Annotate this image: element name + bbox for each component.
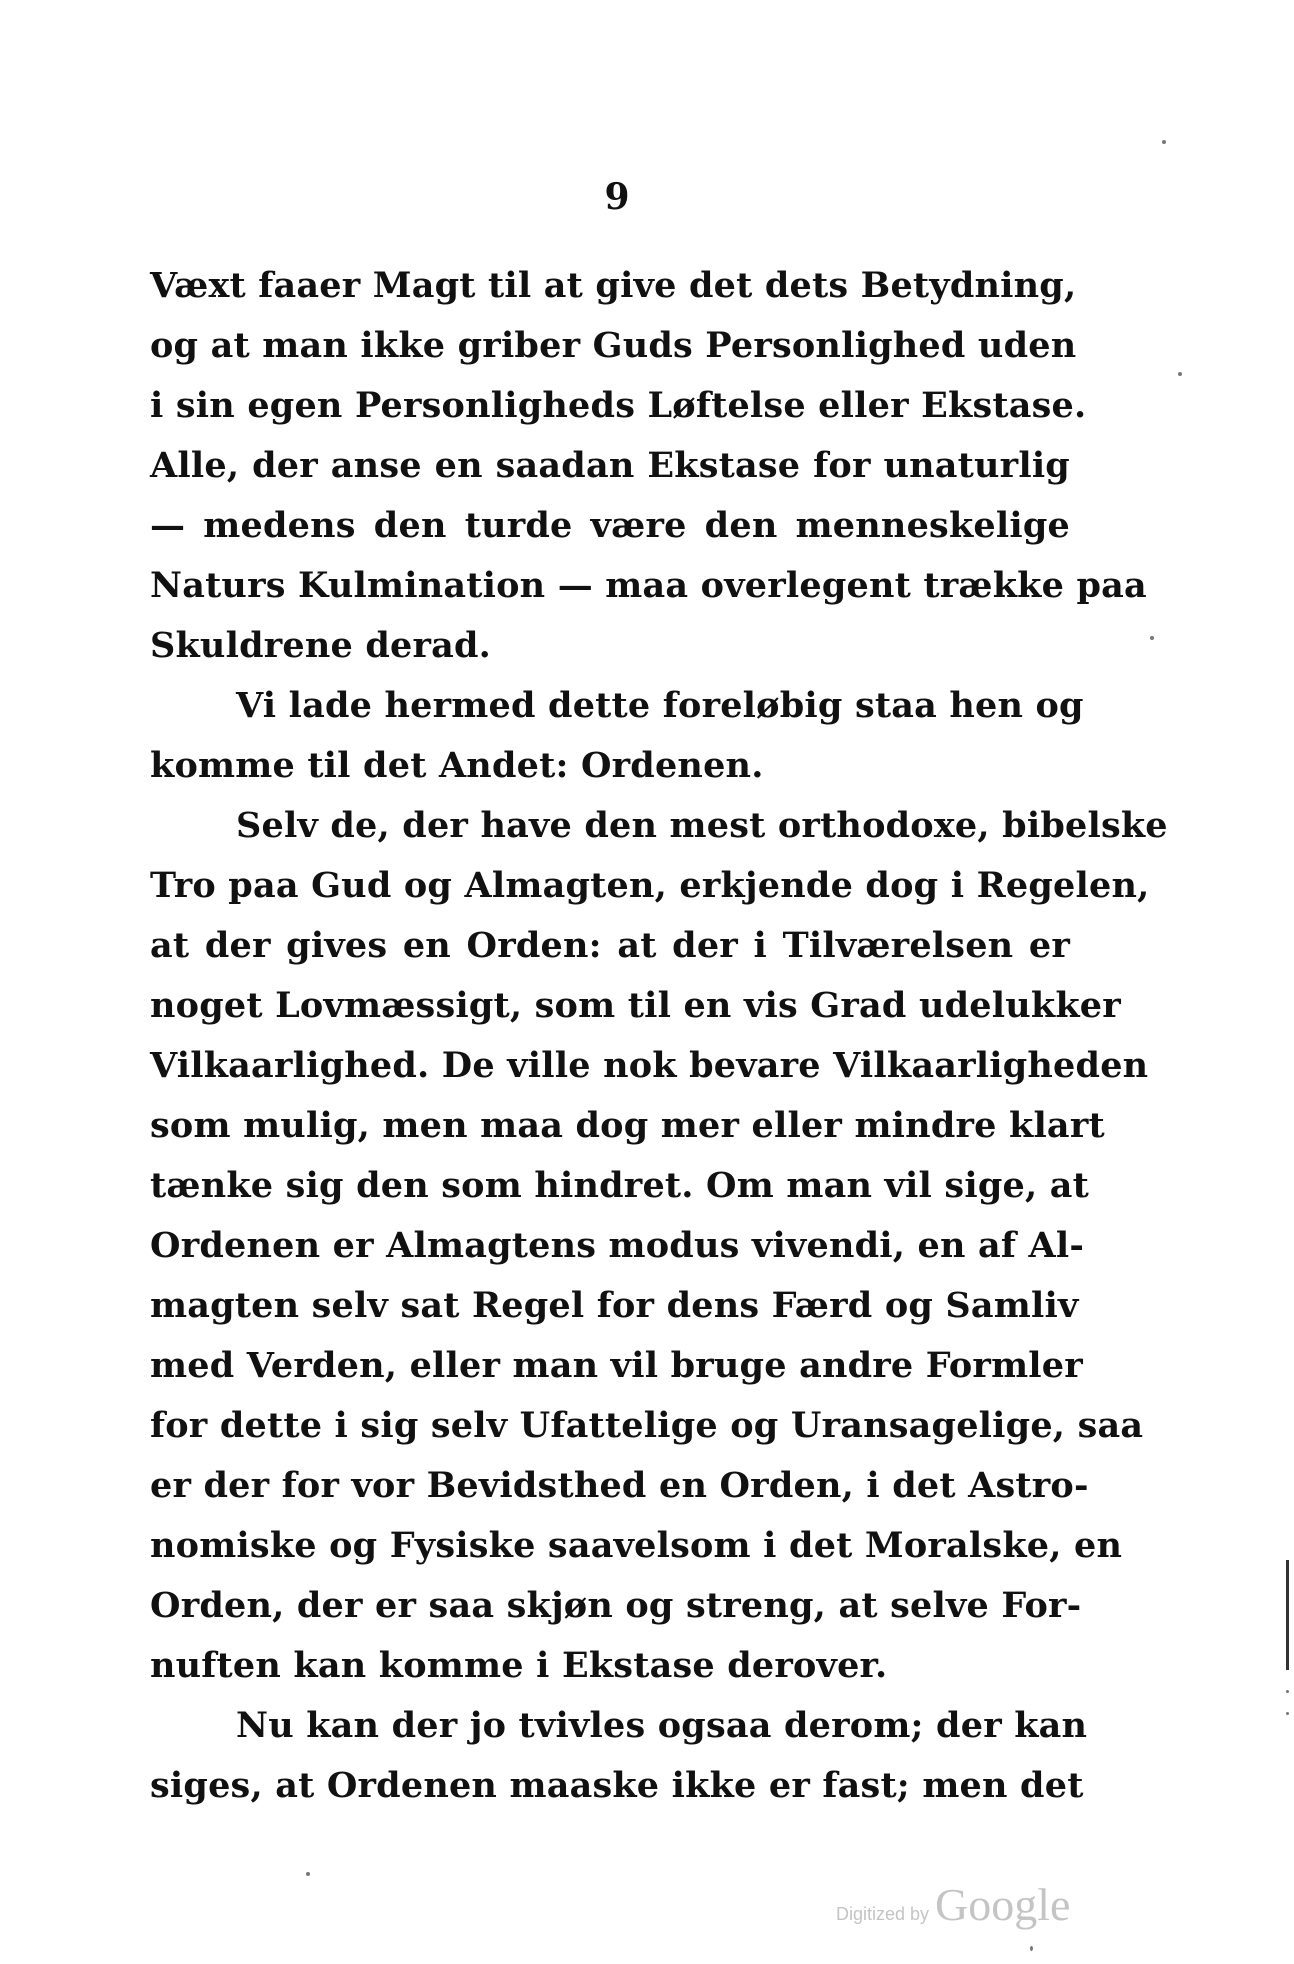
text-line: Væxt faaer Magt til at give det dets Betydning,: [150, 265, 1077, 306]
scan-speck: [1150, 636, 1154, 640]
text-line: Orden, der er saa skjøn og streng, at selve For-: [150, 1585, 1082, 1626]
text-line: er der for vor Bevidsthed en Orden, i det Astro-: [150, 1465, 1089, 1506]
scan-speck: [1286, 1690, 1289, 1693]
text-line: og at man ikke griber Guds Personlighed uden: [150, 325, 1077, 366]
text-line: Selv de, der have den mest orthodoxe, bibelske: [236, 805, 1168, 846]
text-line: Nu kan der jo tvivles ogsaa derom; der kan: [236, 1705, 1088, 1746]
digitized-by-google-watermark: [836, 1878, 1070, 1931]
text-line: komme til det Andet: Ordenen.: [150, 745, 764, 786]
text-line: — medens den turde være den menneskelige: [150, 505, 1070, 546]
scan-speck: [1286, 1712, 1289, 1715]
scan-speck: [1178, 372, 1182, 376]
body-text: [150, 256, 1168, 1816]
text-line: Skuldrene derad.: [150, 625, 492, 666]
text-line: nuften kan komme i Ekstase derover.: [150, 1645, 888, 1686]
text-line: noget Lovmæssigt, som til en vis Grad udelukker: [150, 985, 1121, 1026]
text-line: med Verden, eller man vil bruge andre Formler: [150, 1345, 1083, 1386]
text-line: tænke sig den som hindret. Om man vil sige, at: [150, 1165, 1089, 1206]
text-line: for dette i sig selv Ufattelige og Uransagelige, saa: [150, 1405, 1144, 1446]
text-line: Naturs Kulmination — maa overlegent trække paa: [150, 565, 1147, 606]
scan-speck: [1162, 140, 1166, 144]
text-line: i sin egen Personligheds Løftelse eller Ekstase.: [150, 385, 1087, 426]
text-line: Vilkaarlighed. De ville nok bevare Vilkaarligheden: [150, 1045, 1149, 1086]
page-number: 9: [604, 176, 630, 218]
page-edge-mark: [1286, 1560, 1289, 1670]
watermark-prefix: Digitized by: [836, 1904, 930, 1924]
text-line: at der gives en Orden: at der i Tilværelsen er: [150, 925, 1070, 966]
watermark-brand: Google: [935, 1879, 1071, 1930]
text-line: magten selv sat Regel for dens Færd og Samliv: [150, 1285, 1079, 1326]
text-line: siges, at Ordenen maaske ikke er fast; men det: [150, 1765, 1084, 1806]
scan-speck: [1030, 1946, 1033, 1951]
text-line: Alle, der anse en saadan Ekstase for unaturlig: [150, 445, 1070, 486]
scan-speck: [306, 1872, 310, 1876]
text-line: som mulig, men maa dog mer eller mindre klart: [150, 1105, 1105, 1146]
text-line: nomiske og Fysiske saavelsom i det Moralske, en: [150, 1525, 1123, 1566]
text-line: Vi lade hermed dette foreløbig staa hen og: [236, 685, 1084, 726]
text-line: Ordenen er Almagtens modus vivendi, en af Al-: [150, 1225, 1085, 1266]
text-line: Tro paa Gud og Almagten, erkjende dog i Regelen,: [150, 865, 1150, 906]
